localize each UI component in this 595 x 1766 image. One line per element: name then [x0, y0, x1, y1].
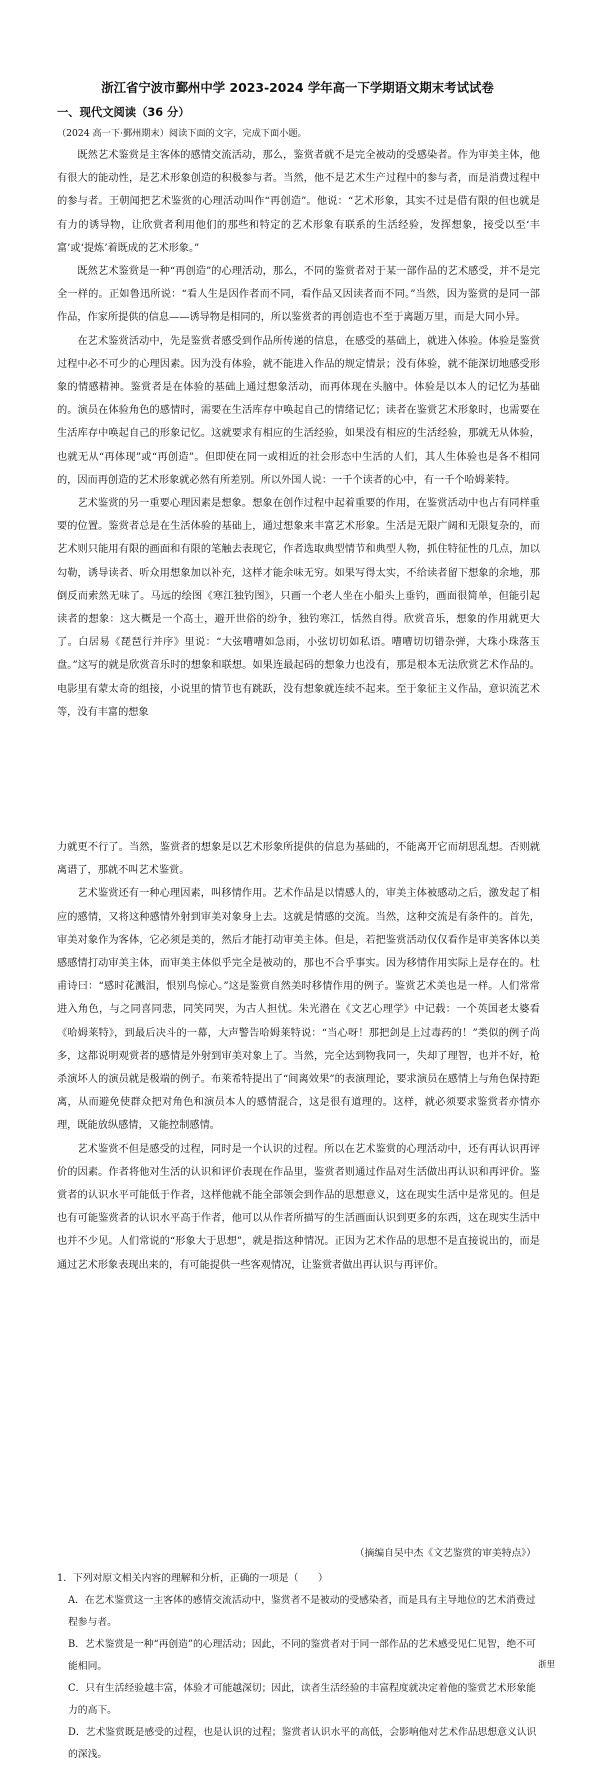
source-note: （2024 高一下·鄞州期末）阅读下面的文字，完成下面小题。 [57, 128, 307, 139]
passage-paragraph: 在艺术鉴赏活动中，先是鉴赏者感受到作品所传递的信息，在感受的基础上，就进入体验。体验是鉴赏过程中必不可少的心理因素。因为没有体验，就不能进入作品的规定情景；没有体验，就不能深切地感受形象的情感精神。鉴赏者是在体验的基础上通过想象活动，而再体现在头脑中。体验是以本人的记忆为基础的。演员在体验角色的感情时，需要在生活库存中唤起自己的情绪记忆；读者在鉴赏艺术形象时，也需要在生活库存中唤起自己的形象记忆。这就要求有相应的生活经验，如果没有相应的生活经验，那就无从体验，也就无从“再体现”或“再创造”。但即使在同一或相近的社会形态中生活的人们，其人生体验也是各不相同的，因而再创造的艺术形象就必然有所差别。所以外国人说：一千个读者的心中，有一千个哈姆莱特。 [57, 335, 540, 486]
exam-title: 浙江省宁波市鄞州中学 2023-2024 学年高一下学期语文期末考试试卷 [101, 80, 494, 95]
option-b[interactable]: B．艺术鉴赏是一种“再创造”的心理活动；因此，不同的鉴赏者对于同一部作品的艺术感受见仁见智，绝不可能相同。 [68, 1639, 536, 1672]
option-c[interactable]: C．只有生活经验越丰富，体验才可能越深切；因此，读者生活经验的丰富程度就决定着他的鉴赏艺术形象能力的高下。 [68, 1683, 536, 1716]
page-footer: 浙里 [537, 1660, 555, 1670]
passage-paragraph: 力就更不行了。当然，鉴赏者的想象是以艺术形象所提供的信息为基础的，不能离开它而胡思乱想。否则就离谱了，那就不叫艺术鉴赏。 [57, 842, 540, 877]
option-d[interactable]: D．艺术鉴赏既是感受的过程，也是认识的过程；鉴赏者认识水平的高低，会影响他对艺术作品思想意义认识的深浅。 [68, 1727, 537, 1760]
passage-paragraph: 既然艺术鉴赏是主客体的感情交流活动，那么，鉴赏者就不是完全被动的受感染者。作为审美主体，他有很大的能动性，是艺术形象创造的积极参与者。当然，他不是艺术生产过程中的参与者，而是消费过程中的参与者。王朝闻把艺术鉴赏的心理活动叫作“再创造”。他说：“艺术形象，其实不过是借有限的但也就是有力的诱导物，让欣赏者利用他们的那些和特定的艺术形象有联系的生活经验，发挥想象，接受以至‘丰富’或‘提炼’着既成的艺术形象。” [57, 150, 540, 254]
question-stem: 1．下列对原文相关内容的理解和分析，正确的一项是（ ） [57, 1573, 328, 1584]
option-a[interactable]: A．在艺术鉴赏这一主客体的感情交流活动中，鉴赏者不是被动的受感染者，而是具有主导地位的艺术消费过程参与者。 [68, 1595, 536, 1628]
passage-part-2 [57, 836, 540, 1277]
passage-part-1 [57, 144, 540, 724]
passage-credit: （摘编自吴中杰《文艺鉴赏的审美特点》） [354, 1548, 536, 1559]
section-heading: 一、现代文阅读（36 分） [57, 106, 190, 119]
passage-paragraph: 艺术鉴赏还有一种心理因素，叫移情作用。艺术作品是以情感人的，审美主体被感动之后，激发起了相应的感情，又将这种感情外射到审美对象身上去。这就是情感的交流。当然，这种交流是有条件的。首先，审美对象作为客体，它必须是美的，然后才能打动审美主体。但是，若把鉴赏活动仅仅看作是审美客体以美感感情打动审美主体，而审美主体似乎完全是被动的，那也不合乎事实。因为移情作用实际上是存在的。杜甫诗曰：“感时花溅泪，恨别鸟惊心。”这是鉴赏自然美时移情作用的例子。鉴赏艺术美也是一样。人们常常进入角色，与之同喜同悲，同笑同哭，为古人担忧。朱光潜在《文艺心理学》中记载：一个英国老太婆看《哈姆莱特》，到最后决斗的一幕，大声警告哈姆莱特说：“当心呀！那把剑是上过毒药的！”类似的例子尚多，这都说明观赏者的感情是外射到审美对象上了。当然，完全达到物我同一，失却了理智，也并不好，枪杀演坏人的演员就是极端的例子。布莱希特提出了“间离效果”的表演理论，要求演员在感情上与角色保持距离，从而避免使群众把对角色和演员本人的感情混合，这是很有道理的。这样，就必须要求鉴赏者亦情亦理，既能放纵感情，又能控制感情。 [57, 888, 540, 1132]
passage-paragraph: 既然艺术鉴赏是一种“再创造”的心理活动，那么，不同的鉴赏者对于某一部作品的艺术感受，并不是完全一样的。正如鲁迅所说：“看人生是因作者而不同，看作品又因读者而不同。”当然，因为鉴赏的是同一部作品，作家所提供的信息——诱导物是相同的，所以鉴赏者的再创造也不至于离题万里，而是大同小异。 [57, 266, 540, 324]
question-1 [57, 1568, 540, 1766]
passage-paragraph: 艺术鉴赏不但是感受的过程，同时是一个认识的过程。所以在艺术鉴赏的心理活动中，还有再认识再评价的因素。作者将他对生活的认识和评价表现在作品里，鉴赏者则通过作品对生活做出再认识和再评价。鉴赏者的认识水平可能低于作者，这样他就不能全部领会到作品的思想意义，这在现实生活中是常见的。但是也有可能鉴赏者的认识水平高于作者，他可以从作者所描写的生活画面认识到更多的东西，这在现实生活中也并不少见。人们常说的“形象大于思想”，就是指这种情况。正因为艺术作品的思想不是直接说出的，而是通过艺术形象表现出来的，有可能提供一些客观情况，让鉴赏者做出再认识与再评价。 [57, 1143, 540, 1271]
passage-paragraph: 艺术鉴赏的另一重要心理因素是想象。想象在创作过程中起着重要的作用，在鉴赏活动中也占有同样重要的位置。鉴赏者总是在生活体验的基础上，通过想象来丰富艺术形象。生活是无限广阔和无限复杂的，而艺术则只能用有限的画面和有限的笔触去表现它，作者选取典型情节和典型人物，抓住特征性的几点，加以勾勒，诱导读者、听众用想象加以补充，这样才能余味无穷。如果写得太实，不给读者留下想象的余地，那倒反而索然无味了。马远的绘图《寒江独钓图》，只画一个老人坐在小船头上垂钓，画面很简单，但能引起读者的想象：这大概是一个高士，避开世俗的纷争，独钓寒江，恬然自得。欣赏音乐，想象的作用就更大了。白居易《琵琶行并序》里说：“大弦嘈嘈如急雨，小弦切切如私语。嘈嘈切切错杂弹，大珠小珠落玉盘。”这写的就是欣赏音乐时的想象和联想。如果连最起码的想象力也没有，那是根本无法欣赏艺术作品的。电影里有蒙太奇的组接，小说里的情节也有跳跃，没有想象就连续不起来。至于象征主义作品，意识流艺术等，没有丰富的想象 [57, 498, 540, 718]
